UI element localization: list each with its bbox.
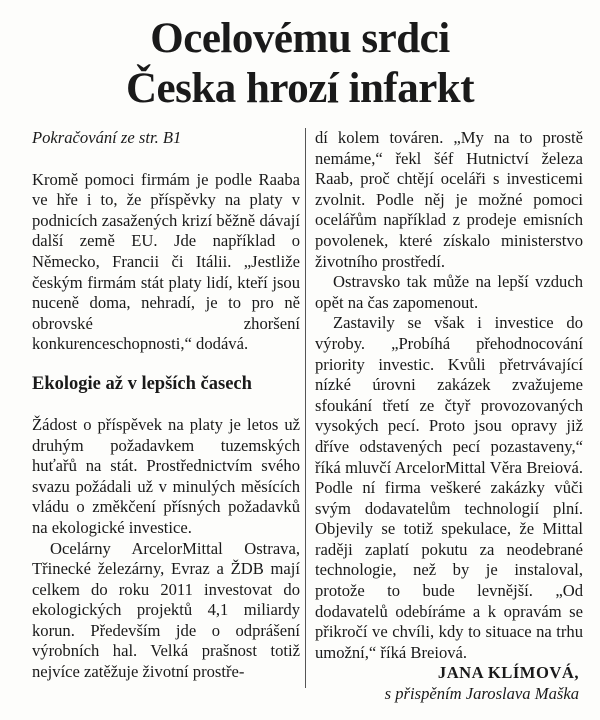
headline-line-2: Česka hrozí infarkt xyxy=(125,65,475,112)
contributor-credit: s přispěním Jaroslava Maška xyxy=(384,684,579,704)
left-paragraph-2: Žádost o příspěvek na platy je letos už druhým požadavkem tuzemských huťařů na stát. Prostřednictvím svého svazu požádali už v minulých měsících vládu o změkčení přísných požadavků na ekologické investice. xyxy=(32,414,300,537)
left-paragraph-1: Kromě pomoci firmám je podle Raaba ve hře i to, že příspěvky na platy v podnicích zasažených krizí běžně dávají další země EU. Jde například o Německo, Francii či Itálii. „Jestliže českým firmám stát platy lidí, kteří jsou nuceně doma, nehradí, je to pro ně obrovské zhoršení konkurenceschopnosti,“ dodává. xyxy=(32,169,300,354)
section-subheading: Ekologie až v lepších časech xyxy=(32,373,252,394)
article-headline xyxy=(0,14,600,114)
right-paragraph-1: dí kolem továren. „My na to prostě nemáme,“ řekl šéf Hutnictví železa Raab, proč chtějí oceláři s investicemi zvolnit. Podle něj je možné pomoci ocelářům například z prodeje emisních povolenek, které získalo ministerstvo životního prostředí. xyxy=(315,128,583,271)
right-paragraph-2: Ostravsko tak může na lepší vzduch opět na čas zapomenout. xyxy=(315,272,583,312)
column-divider xyxy=(305,128,306,688)
right-column xyxy=(315,128,583,705)
left-column xyxy=(32,128,300,683)
right-paragraph-3: Zastavily se však i investice do výroby. „Probíhá přehodnocování priority investic. Kvůli přetrvávající nízké úrovni zakázek zvažujeme sfoukání třetí ze čtyř provozovaných vysokých pecí. Proto jsou opravy již dříve odstavených pecí pozastaveny,“ říká mluvčí ArcelorMittal Věra Breiová. Podle ní firma veškeré zakázky vůči svým dodavatelům technologií plní. Objevily se totiž spekulace, že Mittal raději zaplatí pokutu za neodebrané technologie, než by je instaloval, protože to bude levnější. „Od dodavatelů odebíráme a k opravám se přikročí ve chvíli, kdy to situace na trhu umožní,“ říká Breiová. xyxy=(315,313,583,662)
headline-line-1: Ocelovému srdci xyxy=(150,15,450,62)
left-paragraph-3: Ocelárny ArcelorMittal Ostrava, Třinecké železárny, Evraz a ŽDB mají celkem do roku 2011 investovat do ekologických projektů 4,1 miliardy korun. Především jde o odprášení výrobních hal. Velká prašnost totiž nejvíce zatěžuje životní prostře- xyxy=(32,538,300,682)
continuation-note: Pokračování ze str. B1 xyxy=(32,128,182,147)
author-byline: JANA KLÍMOVÁ, xyxy=(437,663,579,683)
